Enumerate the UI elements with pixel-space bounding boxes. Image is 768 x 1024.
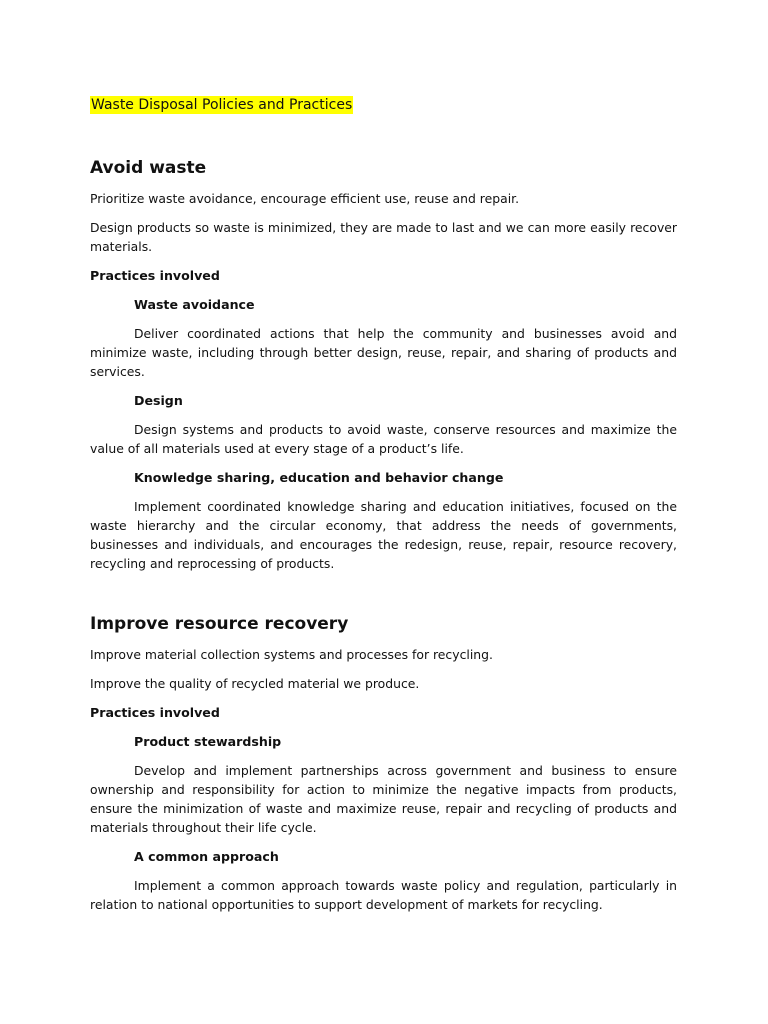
section-intro-paragraph: Improve material collection systems and processes for recycling.: [90, 647, 493, 662]
practice-heading-common-approach: A common approach: [134, 849, 279, 864]
section-intro-paragraph: Improve the quality of recycled material we produce.: [90, 676, 420, 691]
practice-heading-waste-avoidance: Waste avoidance: [134, 297, 255, 312]
document-title: Waste Disposal Policies and Practices: [91, 97, 353, 113]
practice-description: Deliver coordinated actions that help the community and businesses avoid and minimize waste, including through better design, reuse, repair, and sharing of products and services.: [90, 326, 677, 379]
section-intro-paragraph: Design products so waste is minimized, they are made to last and we can more easily recover materials.: [90, 220, 677, 254]
section-intro-paragraph: Prioritize waste avoidance, encourage efficient use, reuse and repair.: [90, 191, 520, 206]
practice-description: Develop and implement partnerships across government and business to ensure ownership and responsibility for action to minimize the negative impacts from products, ensure the minimization of waste and maximize reuse, repair and recycling of products and materials throughout their life cycle.: [90, 763, 677, 835]
section-heading-avoid-waste: Avoid waste: [90, 158, 207, 178]
practice-heading-knowledge-sharing: Knowledge sharing, education and behavior change: [134, 470, 504, 485]
practice-heading-product-stewardship: Product stewardship: [134, 734, 282, 749]
document-page: [90, 94, 677, 914]
practice-heading-design: Design: [134, 393, 183, 408]
practice-description: Implement coordinated knowledge sharing and education initiatives, focused on the waste hierarchy and the circular economy, that address the needs of governments, businesses and individuals, and encourages the redesign, reuse, repair, resource recovery, recycling and reprocessing of products.: [90, 499, 677, 571]
practice-description: Design systems and products to avoid waste, conserve resources and maximize the value of all materials used at every stage of a product’s life.: [90, 422, 677, 456]
practices-involved-label: Practices involved: [90, 268, 220, 283]
practice-description: Implement a common approach towards waste policy and regulation, particularly in relation to national opportunities to support development of markets for recycling.: [90, 878, 677, 912]
practices-involved-label: Practices involved: [90, 705, 220, 720]
section-heading-improve-resource-recovery: Improve resource recovery: [90, 614, 349, 634]
